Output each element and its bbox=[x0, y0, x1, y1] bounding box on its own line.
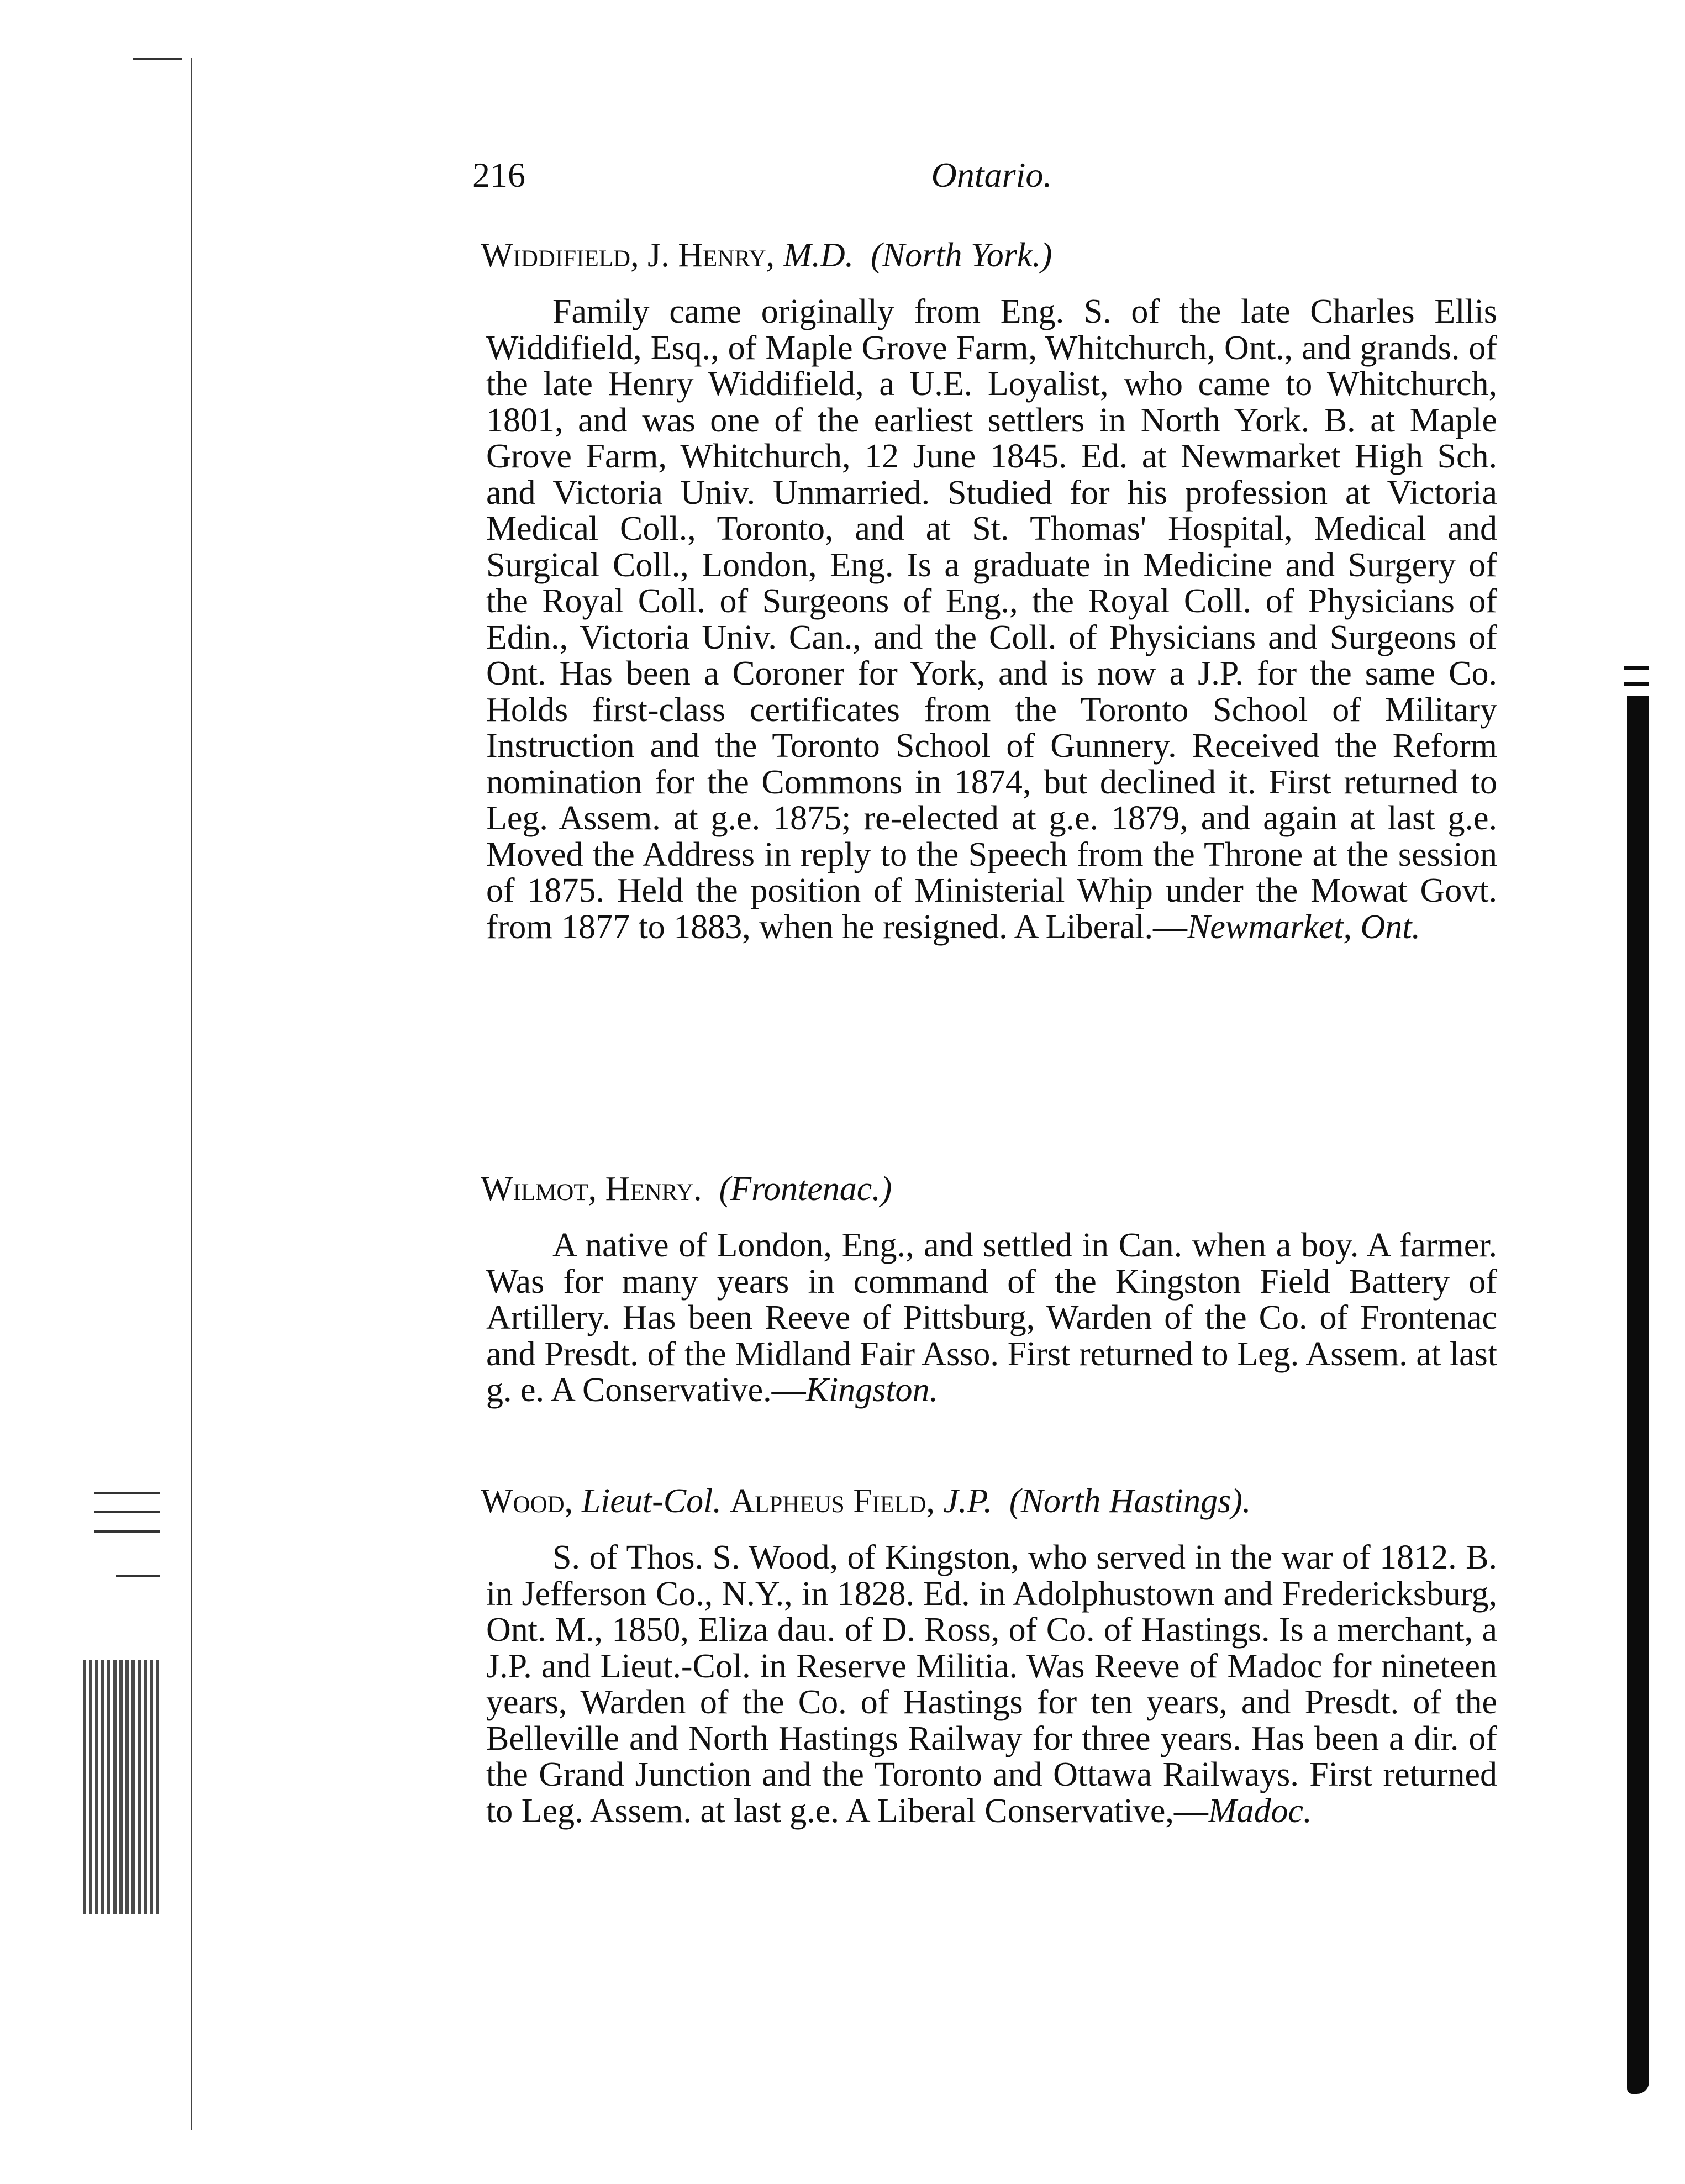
entry-text: A native of London, Eng., and settled in Can. when a boy. A farmer. Was for many years in command of the Kingston Field Battery of Artillery. Has been Reeve of Pittsburg, Warden of the Co. of Frontenac and Presdt. of the Midland Fair Asso. First returned to Leg. Assem. at last g. e. A Conservative.— bbox=[486, 1227, 1497, 1409]
entry-constituency: (Frontenac.) bbox=[719, 1170, 892, 1208]
entry-rank: Lieut-Col. bbox=[581, 1482, 722, 1520]
entry-body bbox=[486, 1228, 1497, 1409]
scan-mark bbox=[94, 1530, 160, 1533]
entry-given-name: Alpheus Field, bbox=[730, 1482, 935, 1520]
scan-mark bbox=[133, 58, 182, 60]
entry-text: S. of Thos. S. Wood, of Kingston, who served in the war of 1812. B. in Jefferson Co., N.Y., in 1828. Ed. in Adolphustown and Fredericksburg, Ont. M., 1850, Eliza dau. of D. Ross, of Co. of Hastings. Is a merchant, a J.P. and Lieut.-Col. in Reserve Militia. Was Reeve of Madoc for nineteen years, Warden of the Co. of Hastings for ten years, and Presdt. of the Belleville and North Hastings Railway for three years. Has been a dir. of the Grand Junction and the Toronto and Ottawa Railways. First returned to Leg. Assem. at last g.e. A Liberal Conservative,— bbox=[486, 1539, 1497, 1830]
entry-residence: Newmarket, Ont. bbox=[1187, 908, 1420, 946]
entry-given-name: Henry. bbox=[605, 1170, 702, 1208]
entry-given-name: J. Henry, bbox=[647, 236, 775, 274]
entry-body bbox=[486, 1540, 1497, 1829]
entry-surname: Wood, bbox=[481, 1482, 573, 1520]
scan-binding-noise bbox=[83, 1660, 160, 1914]
running-title: Ontario. bbox=[931, 155, 1052, 194]
entry-residence: Madoc. bbox=[1208, 1792, 1312, 1830]
biography-entry bbox=[481, 1166, 1497, 1409]
entry-text: Family came originally from Eng. S. of the late Charles Ellis Widdifield, Esq., of Maple Grove Farm, Whitchurch, Ont., and grands. of the late Henry Widdifield, a U.E. Loyalist, who came to Whitchurch, 1801, and was one of the earliest settlers in North York. B. at Maple Grove Farm, Whitchurch, 12 June 1845. Ed. at Newmarket High Sch. and Victoria Univ. Unmarried. Studied for his profession at Victoria Medical Coll., Toronto, and at St. Thomas' Hospital, Medical and Surgical Coll., London, Eng. Is a graduate in Medicine and Surgery of the Royal Coll. of Surgeons of Eng., the Royal Coll. of Physicians of Edin., Victoria Univ. Can., and the Coll. of Physicians and Surgeons of Ont. Has been a Coroner for York, and is now a J.P. for the same Co. Holds first-class certificates from the Toronto School of Military Instruction and the Toronto School of Gunnery. Received the Reform nomination for the Commons in 1874, but declined it. First returned to Leg. Assem. at g.e. 1875; re-elected at g.e. 1879, and again at last g.e. Moved the Address in reply to the Speech from the Throne at the session of 1875. Held the position of Ministerial Whip under the Mowat Govt. from 1877 to 1883, when he resigned. A Liberal.— bbox=[486, 293, 1497, 946]
biography-entry bbox=[481, 1478, 1497, 1829]
scan-edge-shadow bbox=[1627, 696, 1649, 2094]
page-header bbox=[472, 155, 1511, 204]
scan-mark bbox=[94, 1511, 160, 1513]
scan-edge-mark bbox=[1624, 666, 1649, 670]
scan-mark bbox=[94, 1492, 160, 1494]
entry-body bbox=[486, 294, 1497, 945]
entry-residence: Kingston. bbox=[805, 1371, 939, 1409]
scan-margin-line bbox=[191, 58, 192, 2130]
biography-entry bbox=[481, 232, 1497, 945]
entry-title: M.D. bbox=[783, 236, 854, 274]
scan-edge-mark bbox=[1624, 682, 1649, 686]
page-number: 216 bbox=[472, 155, 525, 194]
entry-constituency: (North Hastings). bbox=[1009, 1482, 1251, 1520]
entry-surname: Widdifield, bbox=[481, 236, 639, 274]
entry-heading bbox=[481, 232, 1497, 278]
entry-title: J.P. bbox=[943, 1482, 992, 1520]
entry-constituency: (North York.) bbox=[871, 236, 1052, 274]
scan-mark bbox=[116, 1575, 160, 1577]
entry-heading bbox=[481, 1478, 1497, 1524]
entry-heading bbox=[481, 1166, 1497, 1212]
entry-surname: Wilmot, bbox=[481, 1170, 597, 1208]
